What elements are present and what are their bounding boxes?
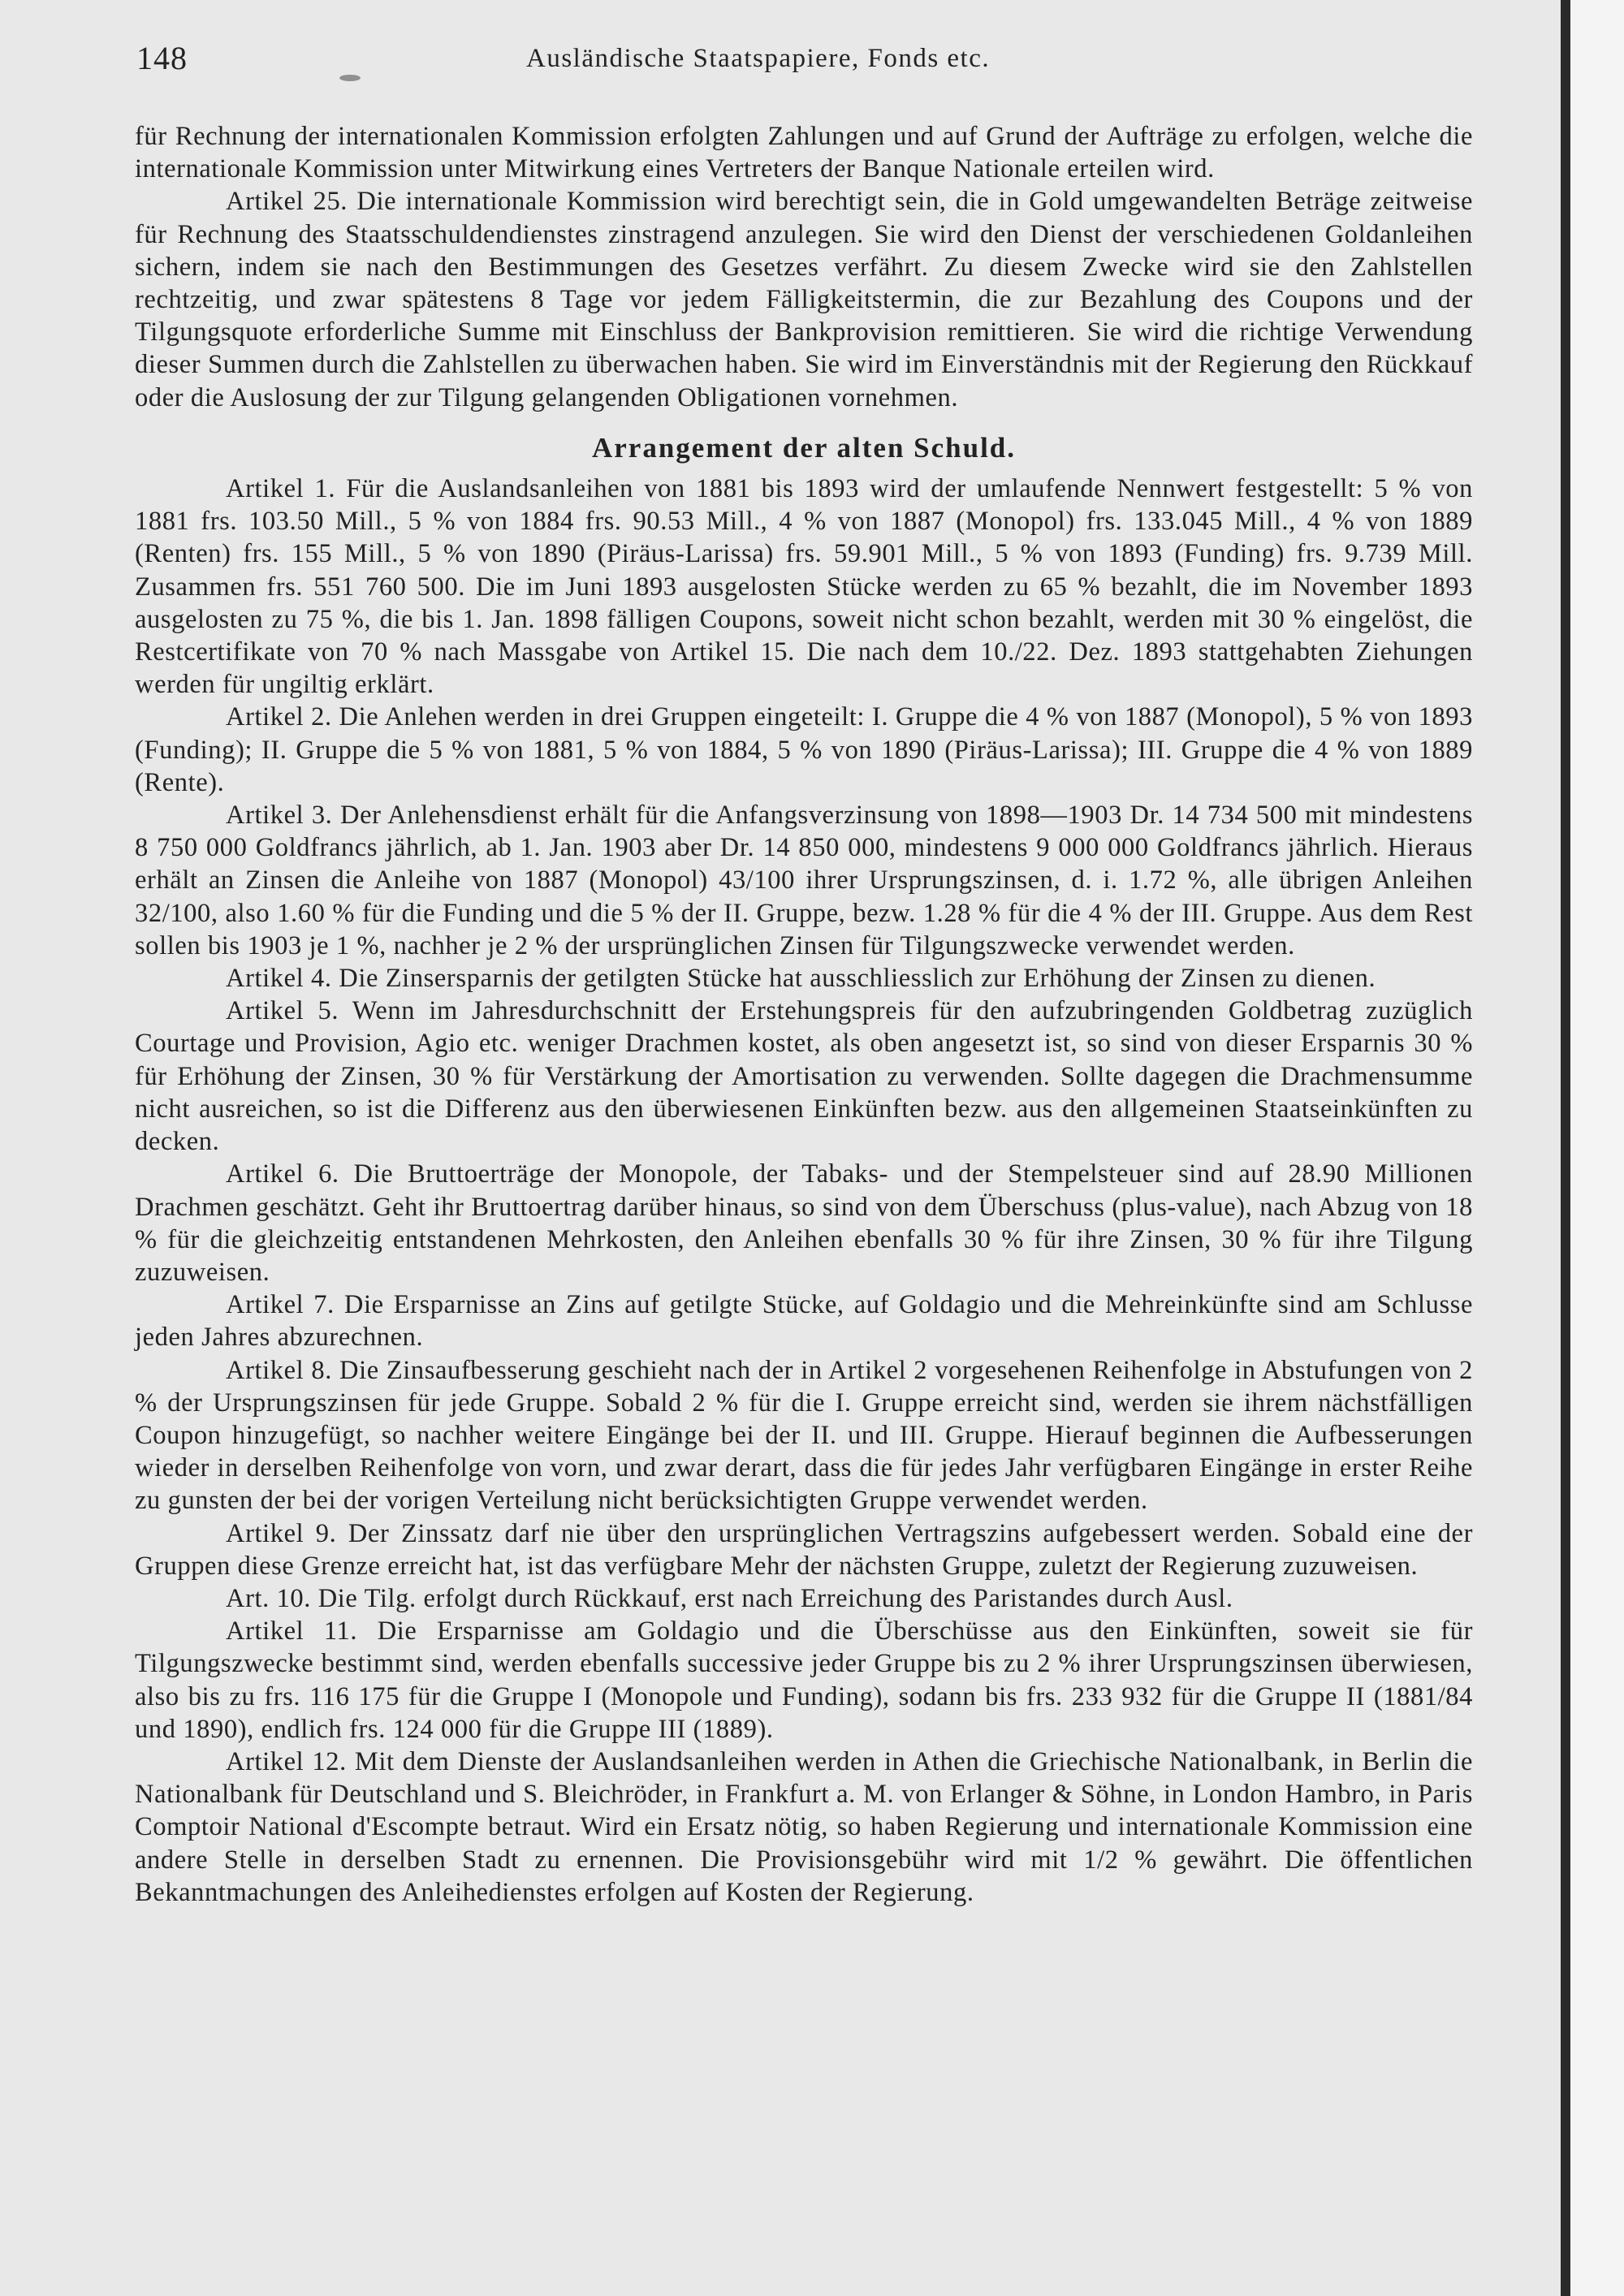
article-8: Artikel 8. Die Zinsaufbesserung geschieht nach der in Artikel 2 vorgesehenen Reihenfolge in Abstufungen von 2 % der Ursprungszinsen für jede Gruppe. Sobald 2 % für die I. Gruppe erreicht sind, werden sie ihrem nächstfälligen Coupon hinzugefügt, so nachher weitere Eingänge bei der II. und III. Gruppe. Hierauf beginnen die Aufbesserungen wieder in derselben Reihenfolge von vorn, und zwar derart, dass die für jedes Jahr verfügbaren Eingänge in erster Reihe zu gunsten der bei der vorigen Verteilung nicht berücksichtigten Gruppe verwendet werden. <box>135 1355 1473 1516</box>
page-number: 148 <box>136 40 188 76</box>
page-margin <box>1570 0 1624 2296</box>
paragraph-continuation: für Rechnung der internationalen Kommission erfolgten Zahlungen und auf Grund der Aufträge zu erfolgen, welche die internationale Kommission unter Mitwirkung eines Vertreters der Banque Nationale erteilen wird. <box>135 122 1473 184</box>
article-7: Artikel 7. Die Ersparnisse an Zins auf getilgte Stücke, auf Goldagio und die Mehreinkünfte sind am Schlusse jeden Jahres abzurechnen. <box>135 1290 1473 1353</box>
page-header <box>136 39 1476 88</box>
article-2: Artikel 2. Die Anlehen werden in drei Gruppen eingeteilt: I. Gruppe die 4 % von 1887 (Monopol), 5 % von 1893 (Funding); II. Gruppe die 5 % von 1881, 5 % von 1884, 5 % von 1890 (Piräus-Larissa); III. Gruppe die 4 % von 1889 (Rente). <box>135 702 1473 797</box>
ink-smudge <box>339 75 361 81</box>
article-5: Artikel 5. Wenn im Jahresdurchschnitt der Erstehungspreis für den aufzubringenden Goldbetrag zuzüglich Courtage und Provision, Agio etc. weniger Drachmen kostet, als oben angesetzt ist, so sind von dieser Ersparnis 30 % für Erhöhung der Zinsen, 30 % für Verstärkung der Amortisation zu verwenden. Sollte dagegen die Drachmensumme nicht ausreichen, so ist die Differenz aus den überwiesenen Einkünften bezw. aus den allgemeinen Staatseinkünften zu decken. <box>135 996 1473 1157</box>
article-11: Artikel 11. Die Ersparnisse am Goldagio und die Überschüsse aus den Einkünften, soweit sie für Tilgungszwecke bestimmt sind, werden ebenfalls successive jeder Gruppe bis zu 2 % ihrer Ursprungszinsen überwiesen, also bis zu frs. 116 175 für die Gruppe I (Monopole und Funding), sodann bis frs. 233 932 für die Gruppe II (1881/84 und 1890), endlich frs. 124 000 für die Gruppe III (1889). <box>135 1616 1473 1744</box>
article-1: Artikel 1. Für die Auslandsanleihen von 1881 bis 1893 wird der umlaufende Nennwert festgestellt: 5 % von 1881 frs. 103.50 Mill., 5 % von 1884 frs. 90.53 Mill., 4 % von 1887 (Monopol) frs. 133.045 Mill., 4 % von 1889 (Renten) frs. 155 Mill., 5 % von 1890 (Piräus-Larissa) frs. 59.901 Mill., 5 % von 1893 (Funding) frs. 9.739 Mill. Zusammen frs. 551 760 500. Die im Juni 1893 ausgelosten Stücke werden zu 65 % bezahlt, die im November 1893 ausgelosten zu 75 %, die bis 1. Jan. 1898 fälligen Coupons, soweit nicht schon bezahlt, werden mit 30 % eingelöst, die Restcertifikate von 70 % nach Massgabe von Artikel 15. Die nach dem 10./22. Dez. 1893 stattgehabten Ziehungen werden für ungiltig erklärt. <box>135 474 1473 700</box>
article-12: Artikel 12. Mit dem Dienste der Auslandsanleihen werden in Athen die Griechische Nationalbank, in Berlin die Nationalbank für Deutschland und S. Bleichröder, in Frankfurt a. M. von Erlanger & Söhne, in London Hambro, in Paris Comptoir National d'Escompte betraut. Wird ein Ersatz nötig, so haben Regierung und internationale Kommission eine andere Stelle in derselben Stadt zu ernennen. Die Provisionsgebühr wird mit 1/2 % gewährt. Die öffentlichen Bekanntmachungen des Anleihedienstes erfolgen auf Kosten der Regierung. <box>135 1746 1473 1907</box>
page-edge-rule <box>1561 0 1570 2296</box>
article-6: Artikel 6. Die Bruttoerträge der Monopole, der Tabaks- und der Stempelsteuer sind auf 28.90 Millionen Drachmen geschätzt. Geht ihr Bruttoertrag darüber hinaus, so sind von dem Überschuss (plus-value), nach Abzug von 18 % für die gleichzeitig entstandenen Mehrkosten, den Anleihen ebenfalls 30 % für ihre Zinsen, 30 % für ihre Tilgung zuzuweisen. <box>135 1159 1473 1287</box>
paragraph-article-25: Artikel 25. Die internationale Kommission wird berechtigt sein, die in Gold umgewandelten Beträge zeitweise für Rechnung des Staatsschuldendienstes zinstragend anzulegen. Sie wird den Dienst der verschiedenen Goldanleihen sichern, indem sie nach den Bestimmungen des Gesetzes verfährt. Zu diesem Zwecke wird sie den Zahlstellen rechtzeitig, und zwar spätestens 8 Tage vor jedem Fälligkeitstermin, die zur Bezahlung des Coupons und der Tilgungsquote erforderliche Summe mit Einschluss der Bankprovision remittieren. Sie wird die richtige Verwendung dieser Summen durch die Zahlstellen zu überwachen haben. Sie wird im Einverständnis mit der Regierung den Rückkauf oder die Auslosung der zur Tilgung gelangenden Obligationen vornehmen. <box>135 187 1473 412</box>
article-10: Art. 10. Die Tilg. erfolgt durch Rückkauf, erst nach Erreichung des Paristandes durch Ausl. <box>226 1583 1233 1613</box>
article-9: Artikel 9. Der Zinssatz darf nie über den ursprünglichen Vertragszins aufgebessert werden. Sobald eine der Gruppen diese Grenze erreicht hat, ist das verfügbare Mehr der nächsten Gruppe, zuletzt der Regierung zuzuweisen. <box>135 1518 1473 1581</box>
article-3: Artikel 3. Der Anlehensdienst erhält für die Anfangsverzinsung von 1898—1903 Dr. 14 734 500 mit mindestens 8 750 000 Goldfrancs jährlich, ab 1. Jan. 1903 aber Dr. 14 850 000, mindestens 9 000 000 Goldfrancs jährlich. Hieraus erhält an Zinsen die Anleihe von 1887 (Monopol) 43/100 ihrer Ursprungszinsen, d. i. 1.72 %, alle übrigen Anleihen 32/100, also 1.60 % für die Funding und die 5 % der II. Gruppe, bezw. 1.28 % für die 4 % der III. Gruppe. Aus dem Rest sollen bis 1903 je 1 %, nachher je 2 % der ursprünglichen Zinsen für Tilgungszwecke verwendet werden. <box>135 801 1473 960</box>
body-text <box>135 120 1473 1909</box>
article-4: Artikel 4. Die Zinsersparnis der getilgten Stücke hat ausschliesslich zur Erhöhung der Zinsen zu dienen. <box>226 964 1376 994</box>
section-heading: Arrangement der alten Schuld. <box>591 431 1017 464</box>
running-head: Ausländische Staatspapiere, Fonds etc. <box>526 44 991 73</box>
